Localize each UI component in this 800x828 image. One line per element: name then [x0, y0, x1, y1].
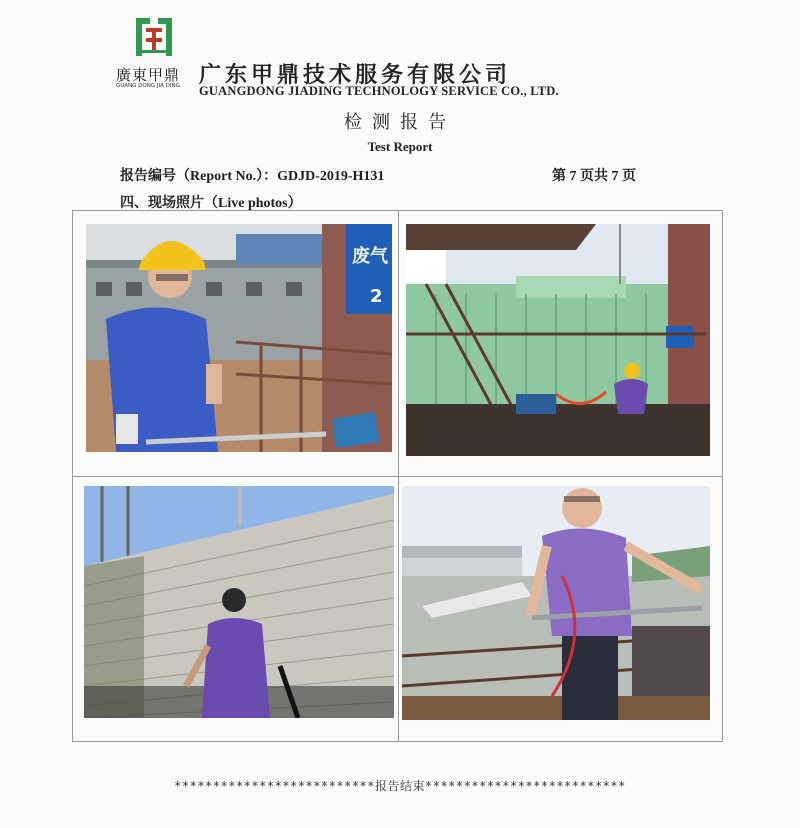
photo-grid-divider-horizontal [72, 476, 722, 477]
report-title-en: Test Report [367, 139, 433, 154]
company-name-en: GUANGDONG JIADING TECHNOLOGY SERVICE CO., LTD. [199, 84, 559, 98]
live-photo-3 [84, 486, 394, 718]
live-photo-1 [86, 224, 392, 452]
report-title-cn: 检测报告 [344, 112, 456, 133]
live-photo-2 [406, 224, 710, 456]
report-end-marker: **************************报告结束************************** [174, 779, 626, 793]
logo-chinese-text: 廣東甲鼎 [116, 66, 181, 84]
sign-text-2: 2 [370, 286, 383, 307]
report-number: 报告编号（Report No.）：GDJD-2019-H131 [120, 169, 385, 184]
logo-english-text: GUANG DONG JIA DING [116, 83, 180, 89]
page-count: 第 7 页共 7 页 [552, 169, 636, 184]
live-photo-4 [402, 486, 710, 720]
sign-text-1: 废气 [352, 246, 388, 267]
company-logo-icon [134, 14, 174, 60]
company-name-cn: 广东甲鼎技术服务有限公司 [199, 63, 512, 88]
section-title: 四、现场照片（Live photos） [120, 196, 302, 211]
